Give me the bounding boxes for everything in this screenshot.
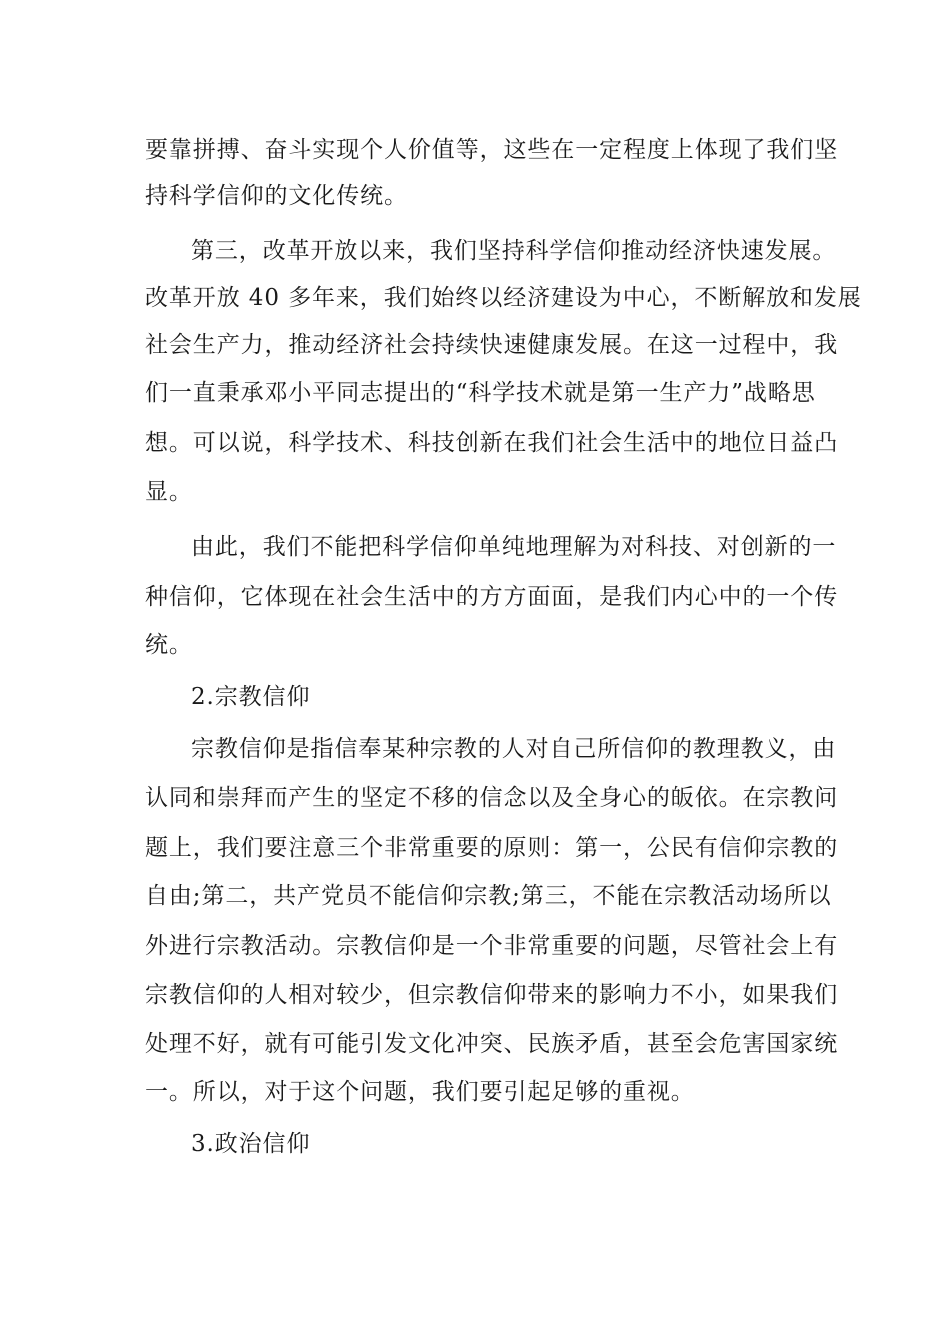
paragraph-line: 处理不好，就有可能引发文化冲突、民族矛盾，甚至会危害国家统 — [145, 1031, 839, 1057]
paragraph-line: 外进行宗教活动。宗教信仰是一个非常重要的问题，尽管社会上有 — [145, 933, 839, 959]
paragraph-line: 种信仰，它体现在社会生活中的方方面面，是我们内心中的一个传 — [145, 584, 839, 610]
paragraph-line: 宗教信仰的人相对较少，但宗教信仰带来的影响力不小，如果我们 — [145, 982, 839, 1008]
paragraph-line: 要靠拼搏、奋斗实现个人价值等，这些在一定程度上体现了我们坚 — [145, 137, 839, 163]
section-heading: 2.宗教信仰 — [191, 684, 311, 710]
paragraph-line: 们一直秉承邓小平同志提出的“科学技术就是第一生产力”战略思 — [145, 380, 816, 406]
paragraph-line: 显。 — [145, 479, 193, 505]
paragraph-line: 认同和崇拜而产生的坚定不移的信念以及全身心的皈依。在宗教问 — [145, 785, 839, 811]
section-heading: 3.政治信仰 — [191, 1131, 311, 1157]
paragraph-line: 持科学信仰的文化传统。 — [145, 183, 408, 209]
paragraph-line: 改革开放 40 多年来，我们始终以经济建设为中心，不断解放和发展 — [145, 285, 862, 311]
paragraph-line: 社会生产力，推动经济社会持续快速健康发展。在这一过程中，我 — [145, 332, 839, 358]
paragraph-line: 统。 — [145, 632, 193, 658]
paragraph-line: 题上，我们要注意三个非常重要的原则：第一，公民有信仰宗教的 — [145, 835, 839, 861]
paragraph-line: 想。可以说，科学技术、科技创新在我们社会生活中的地位日益凸 — [145, 430, 839, 456]
paragraph-line: 第三，改革开放以来，我们坚持科学信仰推动经济快速发展。 — [191, 238, 837, 264]
paragraph-line: 宗教信仰是指信奉某种宗教的人对自己所信仰的教理教义，由 — [191, 736, 837, 762]
paragraph-line: 自由;第二，共产党员不能信仰宗教;第三，不能在宗教活动场所以 — [145, 883, 832, 909]
paragraph-line: 一。所以，对于这个问题，我们要引起足够的重视。 — [145, 1079, 695, 1105]
paragraph-line: 由此，我们不能把科学信仰单纯地理解为对科技、对创新的一 — [191, 534, 837, 560]
